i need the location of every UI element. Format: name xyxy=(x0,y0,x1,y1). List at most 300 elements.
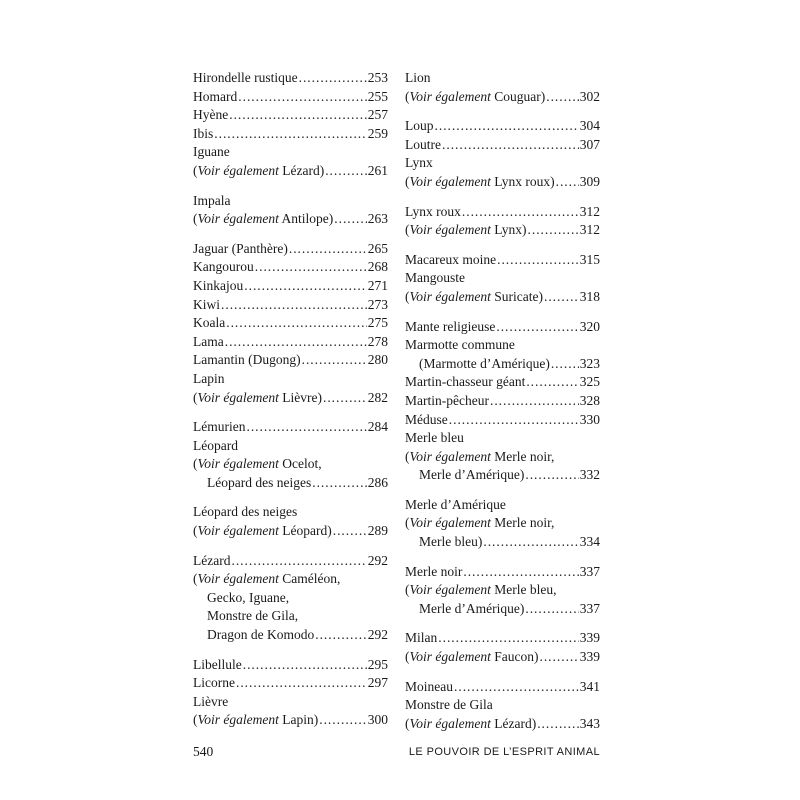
dot-leader xyxy=(490,392,579,411)
entry-label: Koala xyxy=(193,315,226,331)
index-entry xyxy=(193,143,388,180)
index-line xyxy=(405,411,600,430)
entry-text xyxy=(193,314,225,333)
see-also-target: Caméléon, xyxy=(282,571,341,587)
index-line xyxy=(405,448,600,467)
index-entry xyxy=(193,125,388,144)
entry-text xyxy=(405,411,448,430)
index-line xyxy=(193,143,388,162)
dot-leader xyxy=(483,533,578,552)
dot-leader xyxy=(231,552,366,571)
entry-text xyxy=(405,203,461,222)
dot-leader xyxy=(312,474,367,493)
dot-leader xyxy=(544,288,579,307)
index-entry xyxy=(405,269,600,306)
entry-text: (Voir également Couguar) xyxy=(405,88,546,104)
see-also-label: Voir également xyxy=(197,211,279,227)
dot-leader xyxy=(528,221,579,240)
entry-label: Méduse xyxy=(405,411,448,427)
index-line xyxy=(405,251,600,270)
dot-leader xyxy=(537,715,579,734)
index-line xyxy=(193,389,388,408)
page-number: 540 xyxy=(193,744,214,759)
index-line xyxy=(193,210,388,229)
index-line xyxy=(193,674,388,693)
page-reference: 289 xyxy=(367,523,388,539)
index-line xyxy=(405,392,600,411)
index-line xyxy=(193,656,388,675)
index-line xyxy=(405,563,600,582)
index-entry xyxy=(193,370,388,407)
page-reference: 312 xyxy=(579,222,600,238)
page-reference: 325 xyxy=(579,374,600,390)
entry-label: Marmotte commune xyxy=(405,337,515,353)
see-also-label: Voir également xyxy=(197,389,279,405)
entry-text: (Voir également Ocelot, xyxy=(193,456,322,472)
entry-label: Lama xyxy=(193,333,224,349)
entry-label: Hyène xyxy=(193,107,229,123)
dot-leader xyxy=(246,418,366,437)
dot-leader xyxy=(221,296,367,315)
page-reference: 286 xyxy=(367,474,388,490)
entry-label: Mante religieuse xyxy=(405,318,496,334)
entry-label: Lémurien xyxy=(193,419,246,435)
index-entry xyxy=(405,203,600,240)
index-line xyxy=(405,496,600,515)
index-entry xyxy=(405,373,600,392)
index-line xyxy=(193,162,388,181)
entry-text xyxy=(193,240,288,259)
page-reference: 284 xyxy=(367,419,388,435)
page-reference: 341 xyxy=(579,678,600,694)
page-reference: 268 xyxy=(367,259,388,275)
index-line xyxy=(405,466,600,485)
dot-leader xyxy=(319,711,367,730)
entry-text xyxy=(405,629,437,648)
see-also-target: Antilope xyxy=(281,211,329,227)
index-line xyxy=(193,88,388,107)
index-line xyxy=(193,437,388,456)
entry-label: Lièvre xyxy=(193,693,229,709)
dot-leader xyxy=(289,240,367,259)
dot-leader xyxy=(302,351,367,370)
see-also-label: Voir également xyxy=(409,222,491,238)
see-also-target: Merle noir, xyxy=(494,515,555,531)
page-reference: 312 xyxy=(579,203,600,219)
page-reference: 339 xyxy=(579,649,600,665)
page-reference: 263 xyxy=(367,211,388,227)
dot-leader xyxy=(238,88,367,107)
entry-text xyxy=(419,466,524,485)
entry-text xyxy=(405,69,431,88)
entry-label: Kiwi xyxy=(193,296,220,312)
page-reference: 265 xyxy=(367,240,388,256)
entry-label: Lynx roux xyxy=(405,203,461,219)
entry-text xyxy=(193,503,297,522)
entry-text xyxy=(405,136,441,155)
entry-label: Monstre de Gila, xyxy=(207,608,299,624)
index-line xyxy=(193,711,388,730)
index-entry xyxy=(405,318,600,337)
index-entry xyxy=(193,674,388,693)
index-line xyxy=(405,136,600,155)
dot-leader xyxy=(225,333,367,352)
index-line xyxy=(193,503,388,522)
entry-text xyxy=(193,125,213,144)
entry-text xyxy=(193,693,228,712)
entry-label: Léopard des neiges xyxy=(207,474,312,490)
index-line xyxy=(405,288,600,307)
index-entry xyxy=(193,69,388,88)
entry-text xyxy=(207,626,314,645)
index-entry xyxy=(193,240,388,259)
index-entry xyxy=(193,277,388,296)
dot-leader xyxy=(449,411,579,430)
entry-text xyxy=(193,418,245,437)
entry-text: (Voir également Merle bleu, xyxy=(405,582,557,598)
dot-leader xyxy=(556,173,579,192)
entry-text: (Voir également Merle noir, xyxy=(405,515,555,531)
index-line xyxy=(405,600,600,619)
entry-text: (Voir également Antilope) xyxy=(193,211,334,227)
see-also-target: Lynx roux xyxy=(494,173,551,189)
index-entry xyxy=(193,552,388,645)
entry-text xyxy=(419,355,550,374)
dot-leader xyxy=(214,125,367,144)
index-entry xyxy=(193,106,388,125)
index-entry xyxy=(405,696,600,733)
dot-leader xyxy=(463,563,578,582)
entry-text: (Voir également Léopard) xyxy=(193,523,332,539)
entry-label: Lézard xyxy=(193,552,231,568)
page-reference: 273 xyxy=(367,296,388,312)
index-entry xyxy=(405,117,600,136)
entry-text xyxy=(193,106,228,125)
see-also-label: Voir également xyxy=(197,523,279,539)
see-also-target: Lapin xyxy=(282,712,314,728)
page-reference: 332 xyxy=(579,467,600,483)
see-also-target: Léopard xyxy=(282,523,328,539)
page-reference: 343 xyxy=(579,715,600,731)
entry-text: (Voir également Merle noir, xyxy=(405,448,555,464)
entry-text xyxy=(193,296,220,315)
entry-label: Martin-pêcheur xyxy=(405,392,489,408)
dot-leader xyxy=(496,318,578,337)
entry-text xyxy=(419,600,524,619)
entry-label: Merle noir xyxy=(405,563,463,579)
dot-leader xyxy=(546,88,579,107)
dot-leader xyxy=(315,626,367,645)
dot-leader xyxy=(539,648,578,667)
page-reference: 282 xyxy=(367,389,388,405)
index-entry xyxy=(193,693,388,730)
index-line xyxy=(193,693,388,712)
index-entry xyxy=(405,678,600,697)
index-line xyxy=(405,355,600,374)
index-entry xyxy=(405,69,600,106)
entry-text xyxy=(405,696,493,715)
index-line xyxy=(405,154,600,173)
index-line xyxy=(193,240,388,259)
page-reference: 318 xyxy=(579,288,600,304)
index-line xyxy=(193,570,388,589)
entry-text xyxy=(193,351,301,370)
page-reference: 309 xyxy=(579,173,600,189)
index-entry xyxy=(193,296,388,315)
index-line xyxy=(405,648,600,667)
entry-text xyxy=(405,496,506,515)
see-also-target: Lézard xyxy=(282,162,320,178)
index-column-right xyxy=(405,69,600,733)
see-also-target: Lynx xyxy=(494,222,522,238)
index-entry xyxy=(405,136,600,155)
index-line xyxy=(193,69,388,88)
page-reference: 271 xyxy=(367,277,388,293)
entry-label: Dragon de Komodo xyxy=(207,627,315,643)
entry-text xyxy=(193,437,238,456)
page-reference: 330 xyxy=(579,411,600,427)
entry-label: Jaguar (Panthère) xyxy=(193,240,288,256)
entry-label: Martin-chasseur géant xyxy=(405,374,526,390)
index-line xyxy=(405,88,600,107)
dot-leader xyxy=(551,355,579,374)
see-also-target: Lézard xyxy=(494,715,532,731)
entry-text xyxy=(193,192,230,211)
index-line xyxy=(405,336,600,355)
index-line xyxy=(193,418,388,437)
dot-leader xyxy=(497,251,579,270)
entry-text xyxy=(405,392,489,411)
index-line xyxy=(405,678,600,697)
index-entry xyxy=(193,437,388,493)
index-entry xyxy=(193,333,388,352)
entry-label: Hirondelle rustique xyxy=(193,70,298,85)
entry-label: Loutre xyxy=(405,136,441,152)
index-entry xyxy=(193,503,388,540)
index-entry xyxy=(193,656,388,675)
see-also-target: Faucon xyxy=(494,649,534,665)
page-reference: 323 xyxy=(579,355,600,371)
index-entry xyxy=(405,336,600,373)
dot-leader xyxy=(323,389,367,408)
dot-leader xyxy=(243,656,367,675)
see-also-label: Voir également xyxy=(197,712,279,728)
dot-leader xyxy=(236,674,367,693)
entry-label: Loup xyxy=(405,118,434,134)
index-line xyxy=(193,626,388,645)
index-line xyxy=(405,69,600,88)
see-also-label: Voir également xyxy=(409,288,491,304)
dot-leader xyxy=(454,678,579,697)
entry-text xyxy=(405,563,462,582)
index-line xyxy=(193,455,388,474)
index-line xyxy=(405,318,600,337)
see-also-target: Lièvre xyxy=(282,389,318,405)
entry-text xyxy=(405,318,495,337)
entry-label: Merle d’Amérique) xyxy=(419,467,525,483)
index-line xyxy=(405,373,600,392)
entry-text xyxy=(193,277,243,296)
entry-text: (Voir également Lynx roux) xyxy=(405,173,555,189)
dot-leader xyxy=(526,373,578,392)
entry-label: Gecko, Iguane, xyxy=(207,589,290,605)
page-reference: 255 xyxy=(367,88,388,104)
entry-label: Ibis xyxy=(193,125,214,141)
index-entry xyxy=(405,429,600,485)
entry-text xyxy=(405,117,434,136)
entry-label: Lion xyxy=(405,70,431,85)
entry-label: Kinkajou xyxy=(193,277,244,293)
index-line xyxy=(405,514,600,533)
entry-label: Homard xyxy=(193,88,238,104)
see-also-label: Voir également xyxy=(409,448,491,464)
index-entry xyxy=(405,392,600,411)
see-also-label: Voir également xyxy=(197,571,279,587)
dot-leader xyxy=(435,117,579,136)
entry-text xyxy=(405,251,496,270)
entry-label: Lynx xyxy=(405,155,433,171)
entry-label: Merle bleu) xyxy=(419,534,483,550)
entry-label: Mangouste xyxy=(405,270,465,286)
index-line xyxy=(193,125,388,144)
entry-text xyxy=(405,373,525,392)
entry-text xyxy=(193,674,235,693)
entry-label: Libellule xyxy=(193,656,242,672)
page-reference: 320 xyxy=(579,318,600,334)
page-reference: 297 xyxy=(367,675,388,691)
dot-leader xyxy=(333,522,367,541)
dot-leader xyxy=(525,466,578,485)
page-reference: 328 xyxy=(579,392,600,408)
entry-text xyxy=(405,269,465,288)
see-also-label: Voir également xyxy=(197,456,279,472)
index-line xyxy=(193,258,388,277)
see-also-target: Merle bleu, xyxy=(494,582,557,598)
dot-leader xyxy=(229,106,367,125)
index-line xyxy=(193,589,388,608)
page-reference: 295 xyxy=(367,656,388,672)
index-entry xyxy=(193,351,388,370)
page-reference: 304 xyxy=(579,118,600,134)
entry-label: Lamantin (Dugong) xyxy=(193,352,301,368)
dot-leader xyxy=(525,600,578,619)
entry-text xyxy=(405,678,453,697)
entry-label: Licorne xyxy=(193,675,235,691)
dot-leader xyxy=(325,162,367,181)
entry-text: (Voir également Lézard) xyxy=(193,162,325,178)
index-line xyxy=(405,117,600,136)
entry-label: Kangourou xyxy=(193,259,254,275)
page-reference: 278 xyxy=(367,333,388,349)
index-line xyxy=(405,203,600,222)
page-reference: 337 xyxy=(579,563,600,579)
entry-text xyxy=(207,474,311,493)
see-also-label: Voir également xyxy=(409,88,491,104)
index-entry xyxy=(193,88,388,107)
entry-label: Monstre de Gila xyxy=(405,697,493,713)
index-line xyxy=(193,106,388,125)
dot-leader xyxy=(438,629,579,648)
page-reference: 300 xyxy=(367,712,388,728)
entry-label: Merle d’Amérique xyxy=(405,496,506,512)
entry-text xyxy=(193,258,254,277)
entry-label: Merle bleu xyxy=(405,430,464,446)
index-entry xyxy=(193,418,388,437)
page-reference: 275 xyxy=(367,315,388,331)
dot-leader xyxy=(255,258,367,277)
dot-leader xyxy=(462,203,579,222)
page-reference: 292 xyxy=(367,627,388,643)
page-reference: 339 xyxy=(579,630,600,646)
page-reference: 315 xyxy=(579,251,600,267)
entry-label: Impala xyxy=(193,192,231,208)
entry-label: Moineau xyxy=(405,678,453,694)
see-also-target: Merle noir, xyxy=(494,448,555,464)
page-reference: 307 xyxy=(579,136,600,152)
entry-text xyxy=(405,336,515,355)
entry-text xyxy=(207,589,289,608)
index-line xyxy=(193,192,388,211)
see-also-label: Voir également xyxy=(409,173,491,189)
index-entry xyxy=(405,629,600,666)
entry-text: (Voir également Suricate) xyxy=(405,288,543,304)
page-reference: 261 xyxy=(367,162,388,178)
index-line xyxy=(193,607,388,626)
index-line xyxy=(193,474,388,493)
index-entry xyxy=(193,192,388,229)
page-reference: 259 xyxy=(367,125,388,141)
index-entry xyxy=(193,314,388,333)
index-line xyxy=(405,715,600,734)
see-also-target: Suricate xyxy=(494,288,539,304)
see-also-label: Voir également xyxy=(409,582,491,598)
see-also-label: Voir également xyxy=(197,162,279,178)
entry-text xyxy=(405,429,464,448)
entry-text: (Voir également Lièvre) xyxy=(193,389,322,405)
entry-text: (Voir également Lynx) xyxy=(405,222,527,238)
index-line xyxy=(193,522,388,541)
index-line xyxy=(193,314,388,333)
entry-label: Iguane xyxy=(193,144,230,160)
index-line xyxy=(405,696,600,715)
entry-text xyxy=(193,88,237,107)
index-line xyxy=(193,296,388,315)
dot-leader xyxy=(244,277,367,296)
page-reference: 337 xyxy=(579,600,600,616)
entry-text: (Voir également Lézard) xyxy=(405,715,537,731)
index-line xyxy=(193,351,388,370)
entry-text: (Voir également Caméléon, xyxy=(193,571,341,587)
entry-text: (Voir également Faucon) xyxy=(405,649,539,665)
index-line xyxy=(405,269,600,288)
index-line xyxy=(405,581,600,600)
index-line xyxy=(405,533,600,552)
entry-text xyxy=(193,69,298,88)
entry-text xyxy=(419,533,482,552)
entry-text xyxy=(405,154,433,173)
page-reference: 280 xyxy=(367,352,388,368)
page-reference: 334 xyxy=(579,534,600,550)
entry-label: Léopard des neiges xyxy=(193,504,298,520)
page-reference: 253 xyxy=(367,70,388,85)
index-line xyxy=(193,552,388,571)
entry-label: Macareux moine xyxy=(405,251,497,267)
entry-label: Lapin xyxy=(193,370,225,386)
index-entry xyxy=(405,563,600,619)
index-line xyxy=(193,277,388,296)
page-reference: 292 xyxy=(367,552,388,568)
index-line xyxy=(405,173,600,192)
